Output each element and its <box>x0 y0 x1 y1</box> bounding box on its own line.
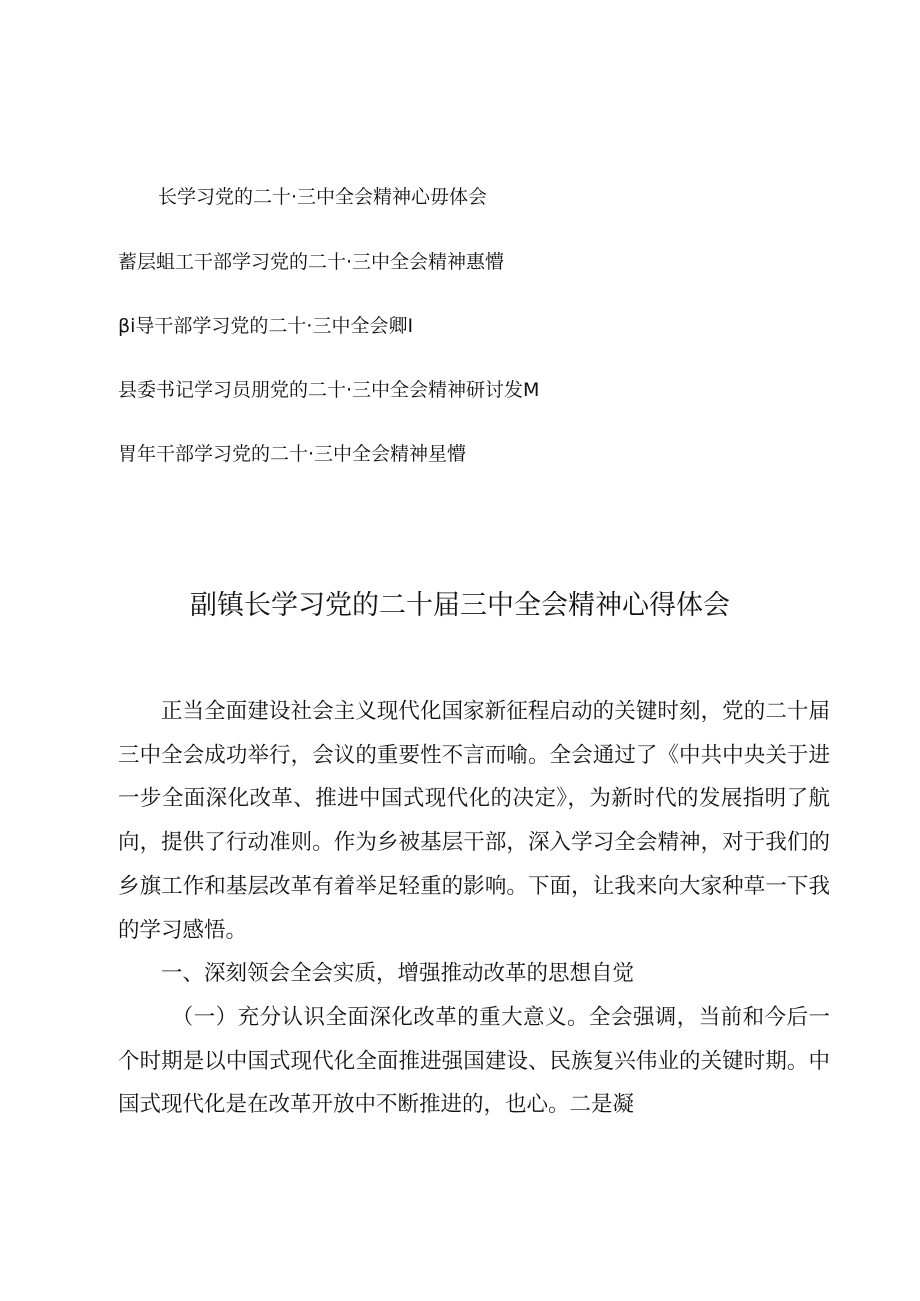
toc-item-4: 县委书记学习员朋党的二十·三中全会精神研讨发M <box>118 379 540 401</box>
toc-item-2: 蓄层蛆工干部学习党的二十·三中全会精神惠懵 <box>118 251 505 273</box>
document-body <box>118 690 830 1127</box>
toc-item-1: 长学习党的二十·三中全会精神心毋体会 <box>158 186 488 208</box>
body-paragraph-intro: 正当全面建设社会主义现代化国家新征程启动的关键时刻，党的二十届三中全会成功举行，会议的重要性不言而喻。全会通过了《中共中央关于进一步全面深化改革、推进中国式现代化的决定》，为新时代的发展指明了航向，提供了行动准则。作为乡被基层干部，深入学习全会精神，对于我们的乡旗工作和基层改革有着举足轻重的影响。下面，让我来向大家种草一下我的学习感悟。 <box>118 699 830 943</box>
toc-item-3: βi导干部学习党的二十·三中全会卿I <box>118 315 414 337</box>
document-title: 副镇长学习党的二十届三中全会精神心得体会 <box>190 590 730 621</box>
body-paragraph-1: （一）充分认识全面深化改革的重大意义。全会强调，当前和今后一个时期是以中国式现代化全面推进强国建设、民族复兴伟业的关键时期。中国式现代化是在改革开放中不断推进的，也心。二是凝 <box>118 1004 830 1118</box>
toc-item-5: 胃年干部学习党的二十·三中全会精神星懵 <box>118 443 467 465</box>
section-heading-1: 一、深刻领会全会实质，增强推动改革的思想自觉 <box>161 961 635 987</box>
